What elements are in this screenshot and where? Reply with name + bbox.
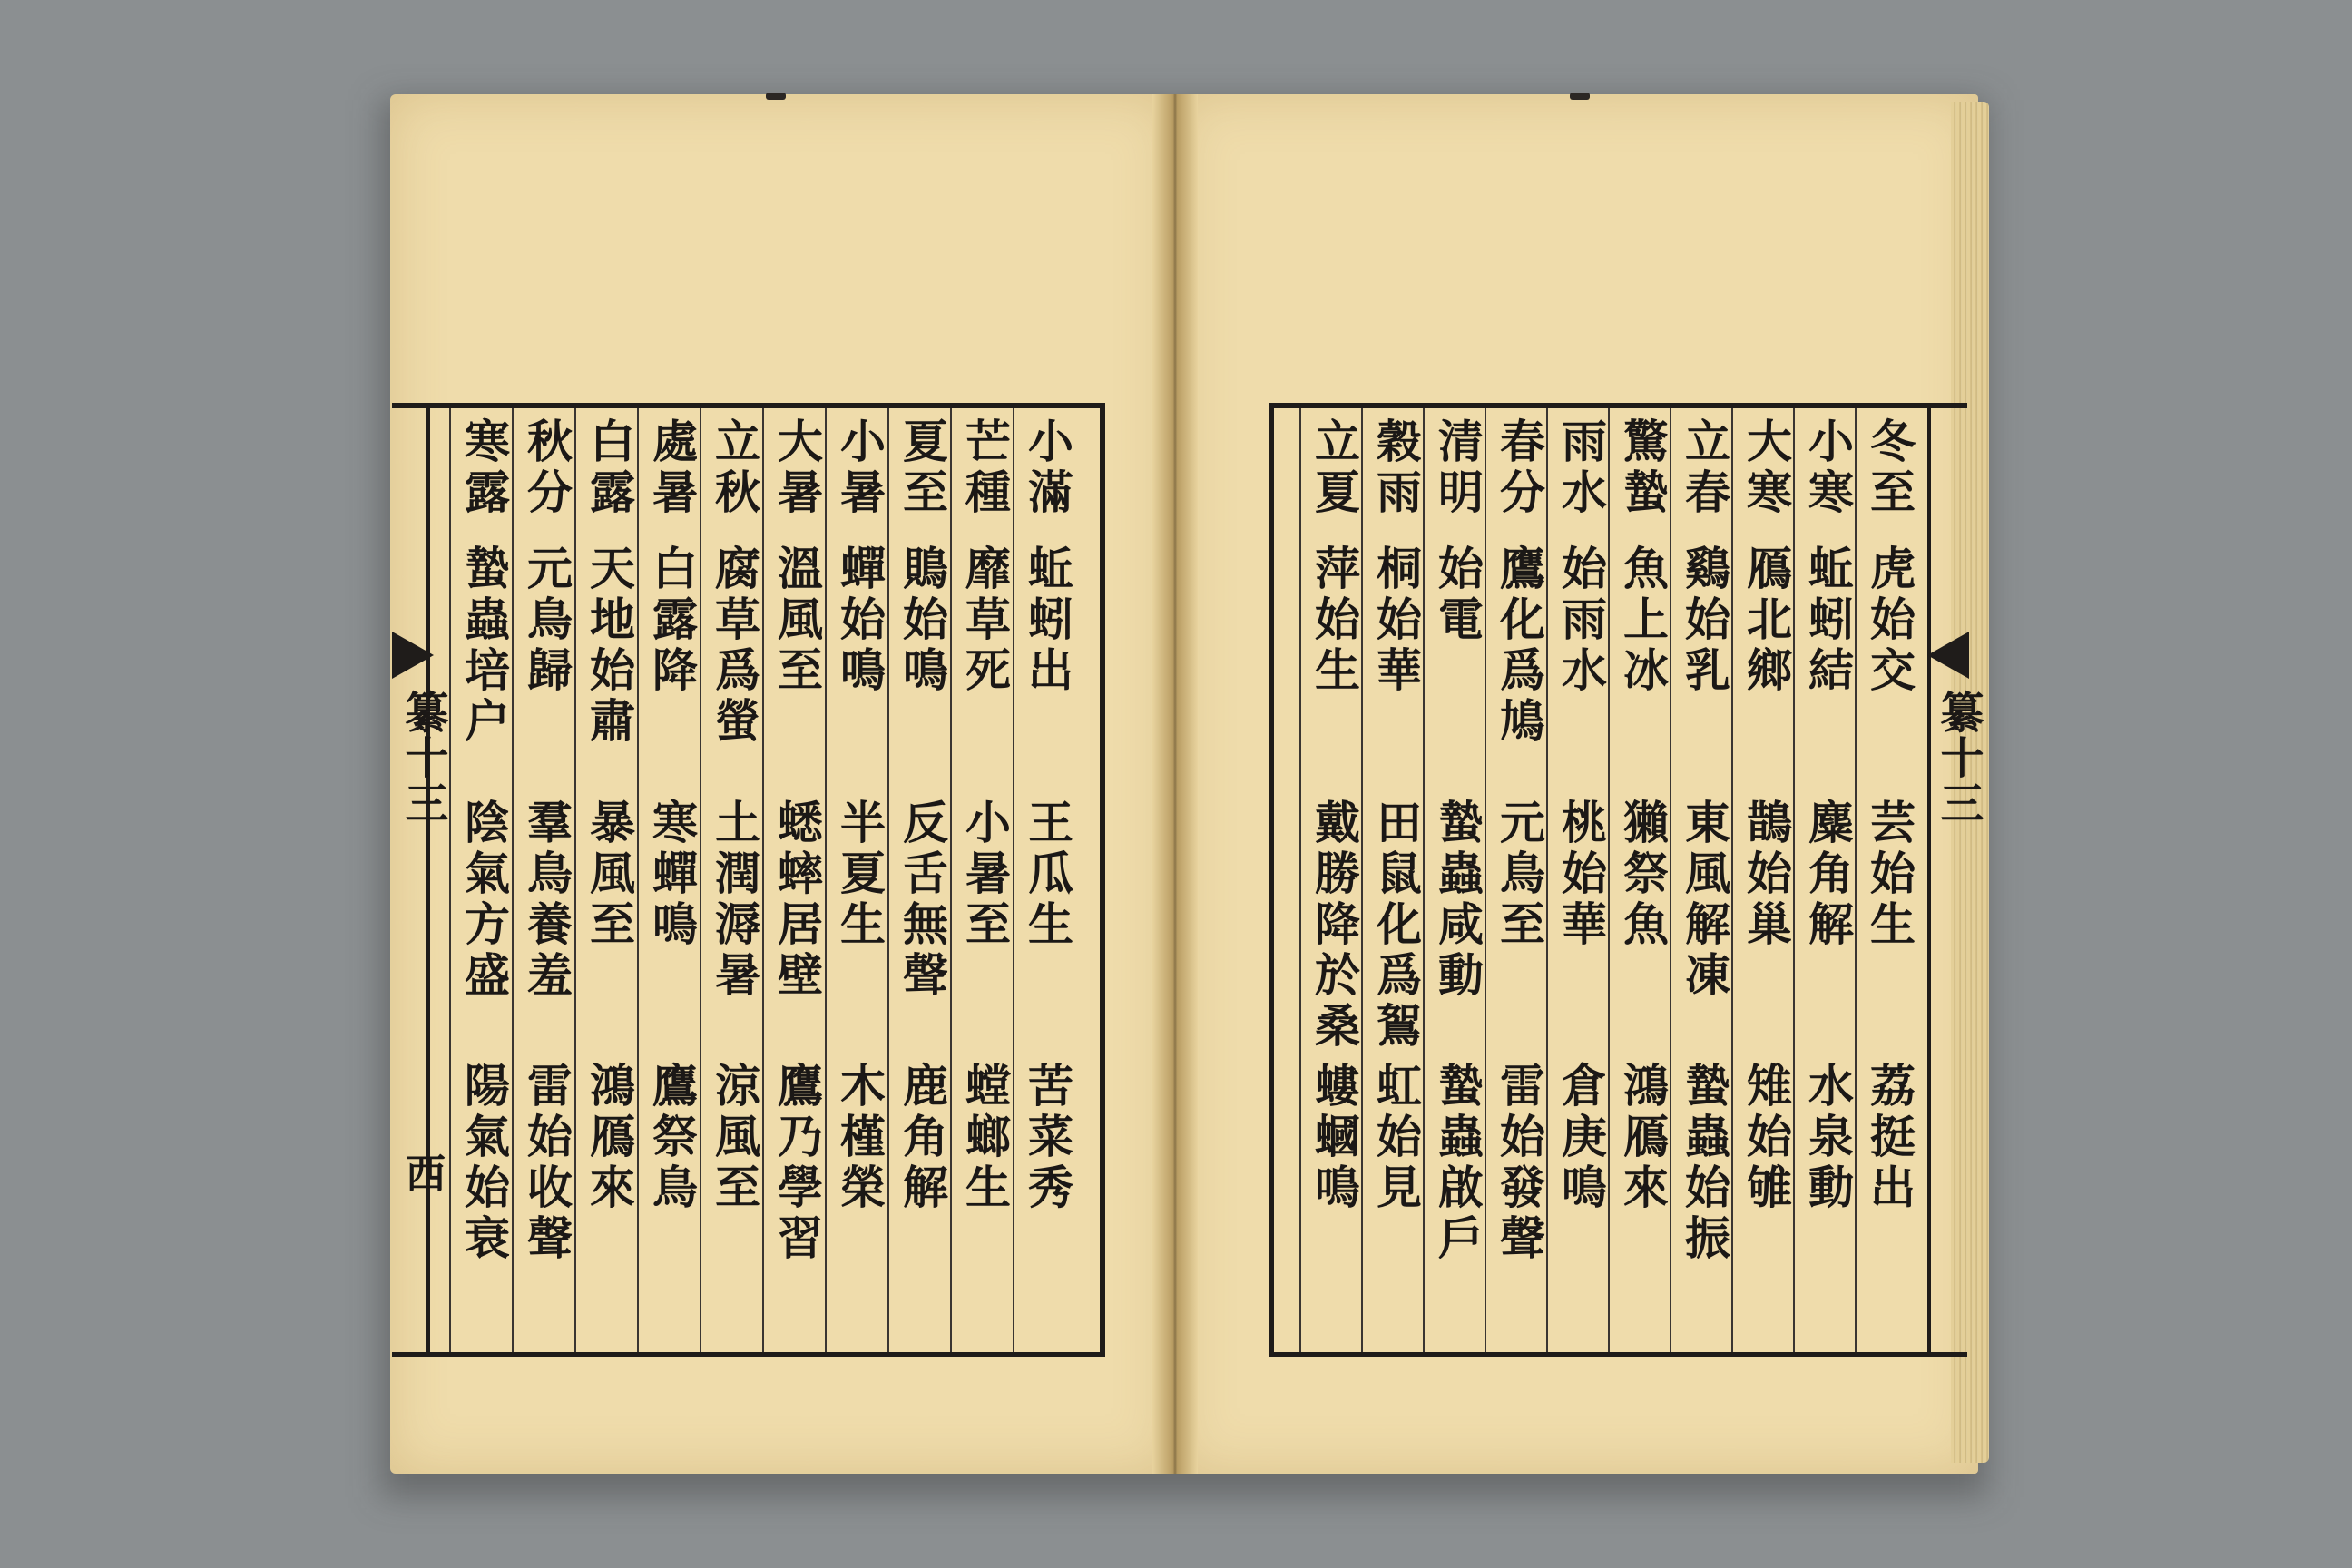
left-column-5-term: 立秋 [708, 417, 761, 519]
left-column-9-phenomenon: 陽氣始衰 [457, 1062, 511, 1265]
right-column-4-term: 驚蟄 [1616, 417, 1670, 519]
left-column-4-phenomenon: 蟋蟀居壁 [770, 799, 824, 1002]
column-rule [1299, 408, 1301, 1352]
right-column-2-phenomenon: 鵲始巢 [1740, 799, 1793, 951]
right-fishtail-mark [1927, 632, 1969, 679]
left-column-5-phenomenon: 土潤溽暑 [708, 799, 761, 1002]
left-column-7-phenomenon: 暴風至 [583, 799, 636, 951]
left-column-1-phenomenon: 小暑至 [958, 799, 1012, 951]
left-column-4-phenomenon: 鷹乃學習 [770, 1062, 824, 1265]
right-column-9-phenomenon: 萍始生 [1308, 544, 1361, 697]
right-column-7-phenomenon: 蟄蟲啟戶 [1431, 1062, 1485, 1265]
right-column-7-phenomenon: 始電 [1431, 544, 1485, 646]
column-rule [1608, 408, 1610, 1352]
left-folio: 西 [398, 1152, 445, 1192]
right-column-0-term: 冬至 [1863, 417, 1916, 519]
right-column-5-phenomenon: 倉庚鳴 [1554, 1062, 1608, 1214]
right-column-9-term: 立夏 [1308, 417, 1361, 519]
column-rule [449, 408, 451, 1352]
right-column-9-phenomenon: 螻蟈鳴 [1308, 1062, 1361, 1214]
column-rule [825, 408, 827, 1352]
left-column-0-phenomenon: 蚯蚓出 [1021, 544, 1074, 697]
left-column-7-phenomenon: 天地始肅 [583, 544, 636, 748]
right-column-6-phenomenon: 元鳥至 [1493, 799, 1546, 951]
left-column-2-phenomenon: 反舌無聲 [896, 799, 949, 1002]
left-column-9-term: 寒露 [457, 417, 511, 519]
right-margin-title: 纂十三 [1933, 690, 1984, 826]
left-column-5-phenomenon: 涼風至 [708, 1062, 761, 1214]
left-column-0-term: 小滿 [1021, 417, 1074, 519]
column-rule [1423, 408, 1425, 1352]
right-column-0-phenomenon: 荔挺出 [1863, 1062, 1916, 1214]
column-rule [1855, 408, 1857, 1352]
column-rule [1485, 408, 1486, 1352]
left-column-6-phenomenon: 白露降 [645, 544, 699, 697]
left-column-1-phenomenon: 靡草死 [958, 544, 1012, 697]
left-margin-title: 纂十三 [397, 690, 448, 826]
left-column-1-phenomenon: 螳螂生 [958, 1062, 1012, 1214]
column-rule [1731, 408, 1733, 1352]
right-column-5-phenomenon: 桃始華 [1554, 799, 1608, 951]
right-column-2-phenomenon: 鴈北鄉 [1740, 544, 1793, 697]
right-column-3-phenomenon: 鷄始乳 [1678, 544, 1731, 697]
column-rule [1793, 408, 1795, 1352]
left-column-8-term: 秋分 [520, 417, 573, 519]
left-column-7-phenomenon: 鴻鴈來 [583, 1062, 636, 1214]
right-column-6-phenomenon: 鷹化爲鳩 [1493, 544, 1546, 748]
left-column-0-phenomenon: 王瓜生 [1021, 799, 1074, 951]
right-column-0-phenomenon: 芸始生 [1863, 799, 1916, 951]
binding-mark-right [1570, 93, 1590, 100]
right-column-3-phenomenon: 東風解凍 [1678, 799, 1731, 1002]
left-fishtail-mark [392, 632, 434, 679]
left-column-7-term: 白露 [583, 417, 636, 519]
right-column-4-phenomenon: 魚上冰 [1616, 544, 1670, 697]
right-column-1-phenomenon: 水泉動 [1801, 1062, 1855, 1214]
left-column-6-phenomenon: 鷹祭鳥 [645, 1062, 699, 1214]
right-column-2-term: 大寒 [1740, 417, 1793, 519]
column-rule [700, 408, 701, 1352]
right-column-1-term: 小寒 [1801, 417, 1855, 519]
book-gutter [1152, 94, 1198, 1474]
column-rule [512, 408, 514, 1352]
left-column-8-phenomenon: 雷始收聲 [520, 1062, 573, 1265]
left-column-5-phenomenon: 腐草爲螢 [708, 544, 761, 748]
left-column-0-phenomenon: 苦菜秀 [1021, 1062, 1074, 1214]
column-rule [1013, 408, 1014, 1352]
left-column-3-phenomenon: 半夏生 [833, 799, 887, 951]
right-column-0-phenomenon: 虎始交 [1863, 544, 1916, 697]
right-column-1-phenomenon: 麋角解 [1801, 799, 1855, 951]
right-column-6-phenomenon: 雷始發聲 [1493, 1062, 1546, 1265]
column-rule [637, 408, 639, 1352]
left-column-9-phenomenon: 陰氣方盛 [457, 799, 511, 1002]
left-column-3-phenomenon: 蟬始鳴 [833, 544, 887, 697]
left-column-3-phenomenon: 木槿榮 [833, 1062, 887, 1214]
column-rule [1670, 408, 1671, 1352]
left-column-2-phenomenon: 鹿角解 [896, 1062, 949, 1214]
right-column-9-phenomenon: 戴勝降於桑 [1308, 799, 1361, 1053]
right-column-8-phenomenon: 虹始見 [1369, 1062, 1423, 1214]
left-column-6-phenomenon: 寒蟬鳴 [645, 799, 699, 951]
left-column-8-phenomenon: 羣鳥養羞 [520, 799, 573, 1002]
column-rule [887, 408, 889, 1352]
binding-mark-left [766, 93, 786, 100]
left-column-2-phenomenon: 鵙始鳴 [896, 544, 949, 697]
right-column-8-term: 穀雨 [1369, 417, 1423, 519]
left-column-4-phenomenon: 溫風至 [770, 544, 824, 697]
right-column-3-term: 立春 [1678, 417, 1731, 519]
right-column-2-phenomenon: 雉始雊 [1740, 1062, 1793, 1214]
right-column-7-phenomenon: 蟄蟲咸動 [1431, 799, 1485, 1002]
left-column-4-term: 大暑 [770, 417, 824, 519]
left-column-3-term: 小暑 [833, 417, 887, 519]
right-column-4-phenomenon: 獺祭魚 [1616, 799, 1670, 951]
right-column-6-term: 春分 [1493, 417, 1546, 519]
right-banxin-line [1927, 403, 1931, 1357]
right-column-5-term: 雨水 [1554, 417, 1608, 519]
right-column-7-term: 清明 [1431, 417, 1485, 519]
right-column-4-phenomenon: 鴻鴈來 [1616, 1062, 1670, 1214]
left-column-6-term: 處暑 [645, 417, 699, 519]
column-rule [574, 408, 576, 1352]
right-column-3-phenomenon: 蟄蟲始振 [1678, 1062, 1731, 1265]
column-rule [950, 408, 952, 1352]
column-rule [1361, 408, 1363, 1352]
right-column-8-phenomenon: 田鼠化爲鴽 [1369, 799, 1423, 1053]
left-banxin-line [426, 403, 430, 1357]
left-column-2-term: 夏至 [896, 417, 949, 519]
left-column-8-phenomenon: 元鳥歸 [520, 544, 573, 697]
column-rule [1546, 408, 1548, 1352]
right-column-8-phenomenon: 桐始華 [1369, 544, 1423, 697]
left-column-1-term: 芒種 [958, 417, 1012, 519]
column-rule [762, 408, 764, 1352]
left-column-9-phenomenon: 蟄蟲培户 [457, 544, 511, 748]
right-column-5-phenomenon: 始雨水 [1554, 544, 1608, 697]
right-column-1-phenomenon: 蚯蚓結 [1801, 544, 1855, 697]
